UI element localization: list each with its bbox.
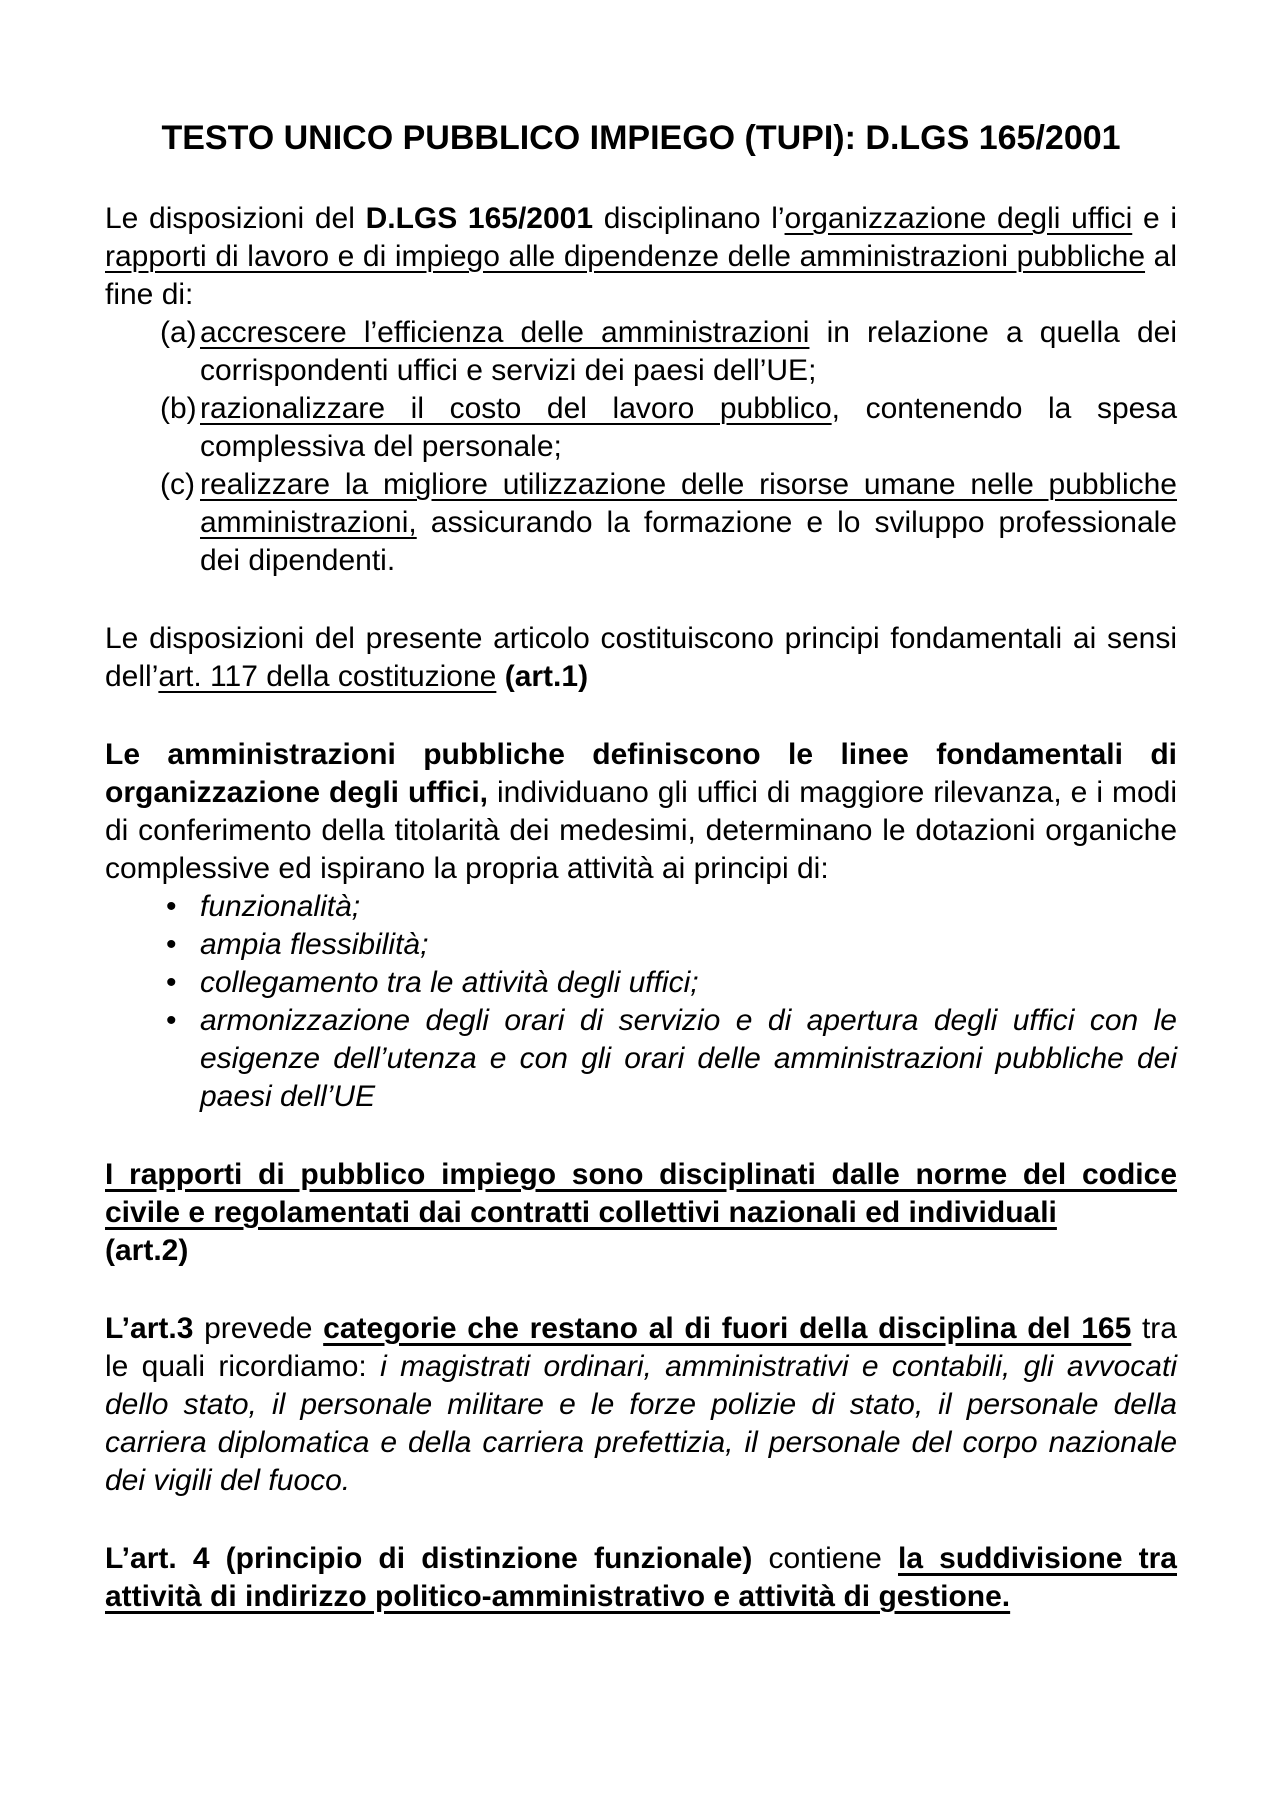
list-item-c bbox=[105, 466, 1177, 580]
paragraph-org-uffici bbox=[105, 736, 1177, 888]
text-segment: L’art.3 bbox=[105, 1312, 194, 1345]
text-segment: disciplinano l’ bbox=[593, 202, 785, 235]
list-item-a bbox=[105, 314, 1177, 390]
principles-list bbox=[105, 888, 1177, 1116]
bullet-item bbox=[105, 926, 1177, 964]
text-segment: prevede bbox=[193, 1312, 324, 1345]
text-segment: I rapporti di pubblico impiego sono disciplinati dalle norme del codice civile e regolamentati dai contratti collettivi nazionali ed individuali bbox=[105, 1158, 1177, 1229]
text-segment: individuano gli uffici di maggiore rilevanza, e i modi di conferimento della titolarità dei medesimi, determinano le dotazioni organiche complessive ed ispirano la propria attività ai principi di: bbox=[105, 776, 1177, 885]
text-segment: tra le quali ricordiamo: bbox=[105, 1312, 1177, 1383]
text-segment: assicurando la formazione e lo sviluppo professionale dei dipendenti. bbox=[200, 506, 1177, 577]
paragraph-intro bbox=[105, 200, 1177, 314]
text-segment: D.LGS 165/2001 bbox=[365, 202, 594, 235]
paragraph-art4 bbox=[105, 1540, 1177, 1616]
bullet-icon: • bbox=[166, 966, 177, 999]
art2-label: (art.2) bbox=[105, 1234, 189, 1267]
text-segment: collegamento tra le attività degli uffici; bbox=[200, 966, 699, 999]
text-segment: categorie che restano al di fuori della disciplina del 165 bbox=[323, 1312, 1132, 1345]
text-segment: , contenendo la spesa complessiva del personale; bbox=[200, 392, 1177, 463]
text-segment: art. 117 della costituzione bbox=[158, 660, 497, 693]
bullet-icon: • bbox=[166, 1004, 177, 1037]
text-segment: organizzazione degli uffici bbox=[784, 202, 1133, 235]
bullet-item bbox=[105, 888, 1177, 926]
text-segment: funzionalità; bbox=[200, 890, 361, 923]
text-segment: in relazione a quella dei corrispondenti uffici e servizi dei paesi dell’UE; bbox=[200, 316, 1177, 387]
list-marker: (a) bbox=[160, 316, 197, 349]
document-title: TESTO UNICO PUBBLICO IMPIEGO (TUPI): D.LGS 165/2001 bbox=[161, 119, 1121, 157]
text-segment: al fine di: bbox=[105, 240, 1177, 311]
paragraph-art1 bbox=[105, 620, 1177, 696]
paragraph-art3 bbox=[105, 1310, 1177, 1500]
bullet-icon: • bbox=[166, 928, 177, 961]
text-segment: rapporti di lavoro e di impiego alle dipendenze delle amministrazioni pubbliche bbox=[105, 240, 1146, 273]
objectives-list bbox=[105, 314, 1177, 580]
text-segment: razionalizzare il costo del lavoro pubblico bbox=[200, 392, 832, 425]
text-segment: ampia flessibilità; bbox=[200, 928, 429, 961]
list-marker: (b) bbox=[160, 392, 197, 425]
text-segment: Le disposizioni del bbox=[105, 202, 366, 235]
bullet-icon: • bbox=[166, 890, 177, 923]
text-segment: i magistrati ordinari, amministrativi e contabili, gli avvocati dello stato, il personale militare e le forze polizie di stato, il personale della carriera diplomatica e della carriera prefettizia, il personale del corpo nazionale dei vigili del fuoco. bbox=[105, 1350, 1177, 1497]
text-segment: Le disposizioni del presente articolo costituiscono principi fondamentali ai sensi dell’ bbox=[105, 622, 1177, 693]
text-segment: la suddivisione tra attività di indirizzo politico-amministrativo e attività di gestione. bbox=[105, 1542, 1177, 1613]
text-segment: e i bbox=[1132, 202, 1177, 235]
bullet-item bbox=[105, 964, 1177, 1002]
paragraph-art2 bbox=[105, 1156, 1177, 1270]
text-segment: realizzare la migliore utilizzazione delle risorse umane nelle pubbliche amministrazioni, bbox=[200, 468, 1177, 539]
text-segment bbox=[496, 660, 504, 693]
list-marker: (c) bbox=[160, 468, 195, 501]
list-item-b bbox=[105, 390, 1177, 466]
text-segment: armonizzazione degli orari di servizio e di apertura degli uffici con le esigenze dell’utenza e con gli orari delle amministrazioni pubbliche dei paesi dell’UE bbox=[200, 1004, 1177, 1113]
text-segment: contiene bbox=[752, 1542, 898, 1575]
text-segment: Le amministrazioni pubbliche definiscono le linee fondamentali di organizzazione degli uffici, bbox=[105, 738, 1177, 809]
text-segment: (art.1) bbox=[504, 660, 589, 693]
text-segment: accrescere l’efficienza delle amministrazioni bbox=[200, 316, 810, 349]
text-segment: L’art. 4 (principio di distinzione funzionale) bbox=[105, 1542, 753, 1575]
bullet-item bbox=[105, 1002, 1177, 1116]
